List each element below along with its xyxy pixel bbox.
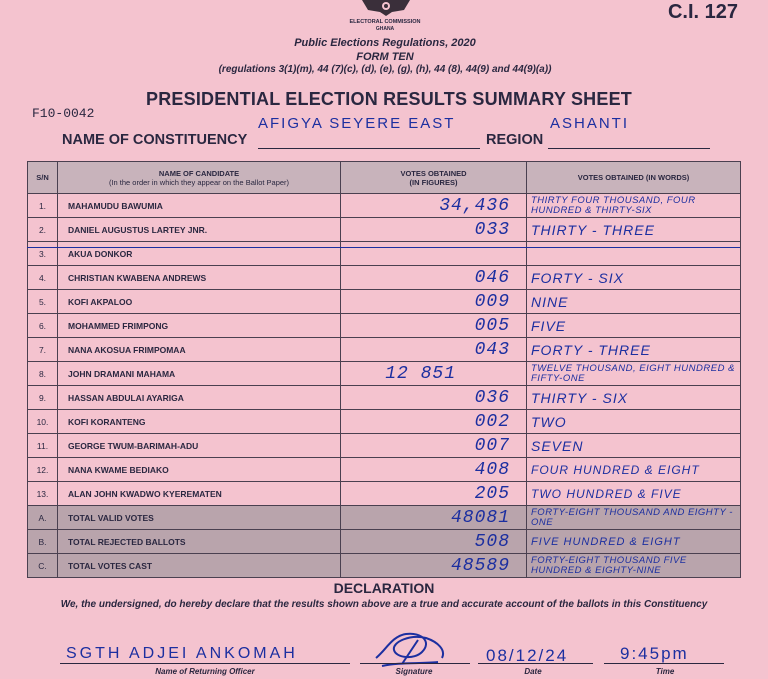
candidate-name: KOFI AKPALOO xyxy=(58,290,341,314)
candidate-name: KOFI KORANTENG xyxy=(58,410,341,434)
row-sn: 6. xyxy=(28,314,58,338)
candidate-name: AKUA DONKOR xyxy=(58,242,341,266)
votes-figures: 009 xyxy=(341,290,527,314)
commission-name: ELECTORAL COMMISSION xyxy=(349,19,421,25)
votes-figures: 002 xyxy=(341,410,527,434)
ci-number: C.I. 127 xyxy=(667,1,738,23)
name-line xyxy=(60,663,350,664)
total-figures: 48589 xyxy=(341,554,527,578)
candidate-name: CHRISTIAN KWABENA ANDREWS xyxy=(58,266,341,290)
votes-words: TWO HUNDRED & FIVE xyxy=(527,482,741,506)
results-table xyxy=(27,161,741,578)
votes-figures: 205 xyxy=(341,482,527,506)
votes-figures: 046 xyxy=(341,266,527,290)
votes-figures: 036 xyxy=(341,386,527,410)
table-row xyxy=(28,266,741,290)
row-sn: 3. xyxy=(28,242,58,266)
votes-figures: 12 851 xyxy=(341,362,527,386)
total-words: FORTY-EIGHT THOUSAND AND EIGHTY - ONE xyxy=(531,506,733,528)
row-sn: 13. xyxy=(28,482,58,506)
votes-figures: 007 xyxy=(341,434,527,458)
candidate-name: MOHAMMED FRIMPONG xyxy=(58,314,341,338)
votes-words: FIVE xyxy=(527,314,741,338)
row-sn: 1. xyxy=(28,194,58,218)
total-figures: 48081 xyxy=(341,506,527,530)
form-name: FORM TEN xyxy=(356,51,414,63)
row-sn: B. xyxy=(28,530,58,554)
votes-words: FORTY - THREE xyxy=(527,338,741,362)
candidate-name: MAHAMUDU BAWUMIA xyxy=(58,194,341,218)
table-row xyxy=(28,482,741,506)
caption-time: Time xyxy=(655,667,675,676)
votes-words: FORTY - SIX xyxy=(527,266,741,290)
votes-words: THIRTY - THREE xyxy=(527,218,741,242)
table-row xyxy=(28,458,741,482)
regulations-title: Public Elections Regulations, 2020 FORM TEN xyxy=(160,36,610,64)
row-sn: 5. xyxy=(28,290,58,314)
candidate-name: ALAN JOHN KWADWO KYEREMATEN xyxy=(58,482,341,506)
votes-words: TWELVE THOUSAND, EIGHT HUNDRED & FIFTY-ONE xyxy=(531,362,735,384)
votes-words xyxy=(527,242,741,266)
table-row xyxy=(28,410,741,434)
regulations-reference: (regulations 3(1)(m), 44 (7)(c), (d), (e), (g), (h), 44 (8), 44(9) and 44(9)(a)) xyxy=(218,64,552,75)
row-strikethrough xyxy=(27,247,740,248)
total-words: FORTY-EIGHT THOUSAND FIVE HUNDRED & EIGHTY-NINE xyxy=(531,554,687,576)
ec-emblem xyxy=(356,0,416,16)
candidate-name: NANA AKOSUA FRIMPOMAA xyxy=(58,338,341,362)
time-line xyxy=(604,663,724,664)
row-sn: 7. xyxy=(28,338,58,362)
row-sn: 4. xyxy=(28,266,58,290)
candidate-name: HASSAN ABDULAI AYARIGA xyxy=(58,386,341,410)
candidate-name: JOHN DRAMANI MAHAMA xyxy=(58,362,341,386)
votes-figures: 408 xyxy=(341,458,527,482)
votes-figures: 34,436 xyxy=(341,194,527,218)
table-row xyxy=(28,290,741,314)
votes-figures: 043 xyxy=(341,338,527,362)
declaration-time: 9:45pm xyxy=(620,644,689,663)
table-row xyxy=(28,434,741,458)
total-figures: 508 xyxy=(341,530,527,554)
signature-line xyxy=(360,663,470,664)
votes-words: THIRTY FOUR THOUSAND, FOUR HUNDRED & THIRTY-SIX xyxy=(531,194,696,216)
declaration-title: DECLARATION xyxy=(333,580,435,596)
votes-words: THIRTY - SIX xyxy=(527,386,741,410)
total-row xyxy=(28,530,741,554)
total-words-cell xyxy=(527,554,741,578)
total-label: TOTAL VALID VOTES xyxy=(58,506,341,530)
constituency-label: NAME OF CONSTITUENCY xyxy=(62,132,248,148)
candidate-name: GEORGE TWUM-BARIMAH-ADU xyxy=(58,434,341,458)
table-header-row xyxy=(28,162,741,194)
row-sn: 11. xyxy=(28,434,58,458)
total-row xyxy=(28,506,741,530)
col-figures-header: VOTES OBTAINED (IN FIGURES) xyxy=(341,162,527,194)
caption-date: Date xyxy=(524,667,542,676)
total-label: TOTAL VOTES CAST xyxy=(58,554,341,578)
table-row xyxy=(28,242,741,266)
row-sn: A. xyxy=(28,506,58,530)
votes-figures: 005 xyxy=(341,314,527,338)
candidate-name: DANIEL AUGUSTUS LARTEY JNR. xyxy=(58,218,341,242)
row-sn: 9. xyxy=(28,386,58,410)
commission-country: GHANA xyxy=(375,26,395,32)
table-row xyxy=(28,338,741,362)
votes-words: TWO xyxy=(527,410,741,434)
row-sn: 8. xyxy=(28,362,58,386)
votes-words-cell xyxy=(527,194,741,218)
table-row xyxy=(28,314,741,338)
region-label: REGION xyxy=(486,132,544,148)
table-row xyxy=(28,362,741,386)
votes-words: FOUR HUNDRED & EIGHT xyxy=(527,458,741,482)
total-label: TOTAL REJECTED BALLOTS xyxy=(58,530,341,554)
table-row xyxy=(28,194,741,218)
caption-name: Name of Returning Officer xyxy=(155,667,255,676)
col-candidate-header: NAME OF CANDIDATE (In the order in which they appear on the Ballot Paper) xyxy=(58,162,341,194)
table-row xyxy=(28,386,741,410)
votes-words: NINE xyxy=(527,290,741,314)
constituency-underline xyxy=(258,148,480,149)
region-value: ASHANTI xyxy=(550,115,630,132)
col-sn-header: S/N xyxy=(28,162,58,194)
total-words-cell xyxy=(527,506,741,530)
votes-figures xyxy=(341,242,527,266)
form-number: F10-0042 xyxy=(32,106,95,121)
col-words-header: VOTES OBTAINED (IN WORDS) xyxy=(527,162,741,194)
date-line xyxy=(478,663,593,664)
declaration-text: We, the undersigned, do hereby declare that the results shown above are a true and accurate account of the ballots in this Constituency xyxy=(60,599,708,610)
caption-signature: Signature xyxy=(395,667,433,676)
votes-figures: 033 xyxy=(341,218,527,242)
row-sn: 10. xyxy=(28,410,58,434)
region-underline xyxy=(548,148,710,149)
constituency-value: AFIGYA SEYERE EAST xyxy=(258,115,456,132)
votes-words-cell xyxy=(527,362,741,386)
total-words: FIVE HUNDRED & EIGHT xyxy=(527,530,741,554)
declaration-date: 08/12/24 xyxy=(486,646,569,665)
candidate-name: NANA KWAME BEDIAKO xyxy=(58,458,341,482)
row-sn: 2. xyxy=(28,218,58,242)
row-sn: C. xyxy=(28,554,58,578)
votes-words: SEVEN xyxy=(527,434,741,458)
table-row xyxy=(28,218,741,242)
row-sn: 12. xyxy=(28,458,58,482)
officer-name: SGTH ADJEI ANKOMAH xyxy=(66,645,298,662)
page-title: PRESIDENTIAL ELECTION RESULTS SUMMARY SHEET xyxy=(146,89,632,109)
total-row xyxy=(28,554,741,578)
